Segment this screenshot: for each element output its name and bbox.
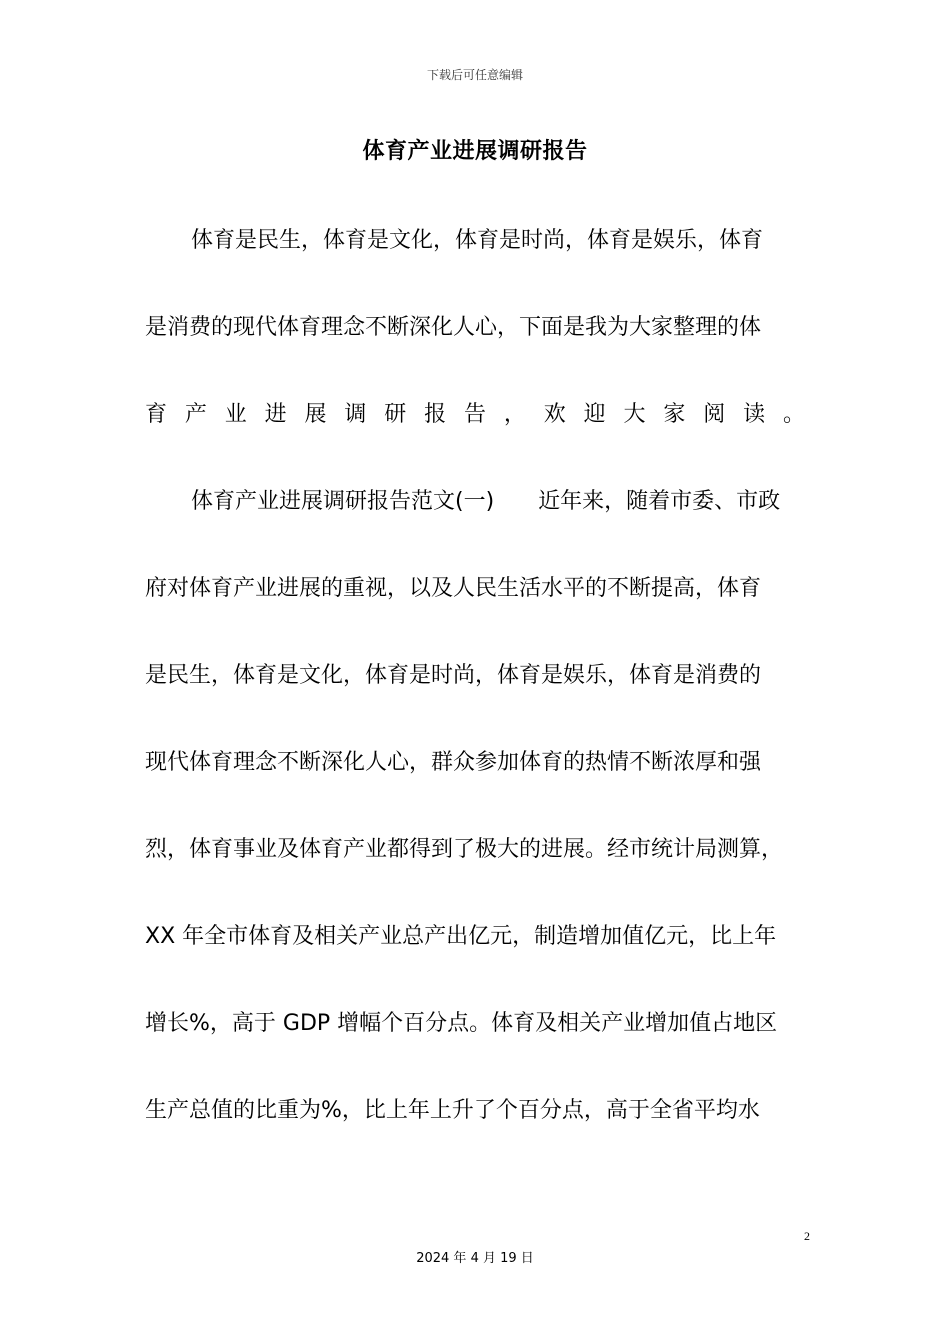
body-line: 是民生，体育是文化，体育是时尚，体育是娱乐，体育是消费的 <box>145 663 762 688</box>
body-line: 府对体育产业进展的重视，以及人民生活水平的不断提高，体育 <box>145 576 762 601</box>
body-line: 是消费的现代体育理念不断深化人心，下面是我为大家整理的体 <box>145 315 762 340</box>
body-line: 育产业进展调研报告，欢迎大家阅读。 <box>145 402 805 427</box>
footer-date: 2024 年 4 月 19 日 <box>416 1251 534 1266</box>
body-line: 烈，体育事业及体育产业都得到了极大的进展。经市统计局测算， <box>145 837 784 862</box>
header-note: 下载后可任意编辑 <box>426 68 523 82</box>
body-line: 生产总值的比重为%，比上年上升了个百分点，高于全省平均水 <box>145 1098 760 1123</box>
document-title: 体育产业进展调研报告 <box>362 139 588 164</box>
body-line: XX 年全市体育及相关产业总产出亿元，制造增加值亿元，比上年 <box>145 924 777 949</box>
page-number: 2 <box>804 1229 810 1243</box>
body-line: 现代体育理念不断深化人心，群众参加体育的热情不断浓厚和强 <box>145 750 762 775</box>
body-line: 体育是民生，体育是文化，体育是时尚，体育是娱乐，体育 <box>191 228 764 253</box>
body-line: 体育产业进展调研报告范文(一) 近年来，随着市委、市政 <box>191 489 781 514</box>
body-line: 增长%，高于 GDP 增幅个百分点。体育及相关产业增加值占地区 <box>145 1011 778 1036</box>
